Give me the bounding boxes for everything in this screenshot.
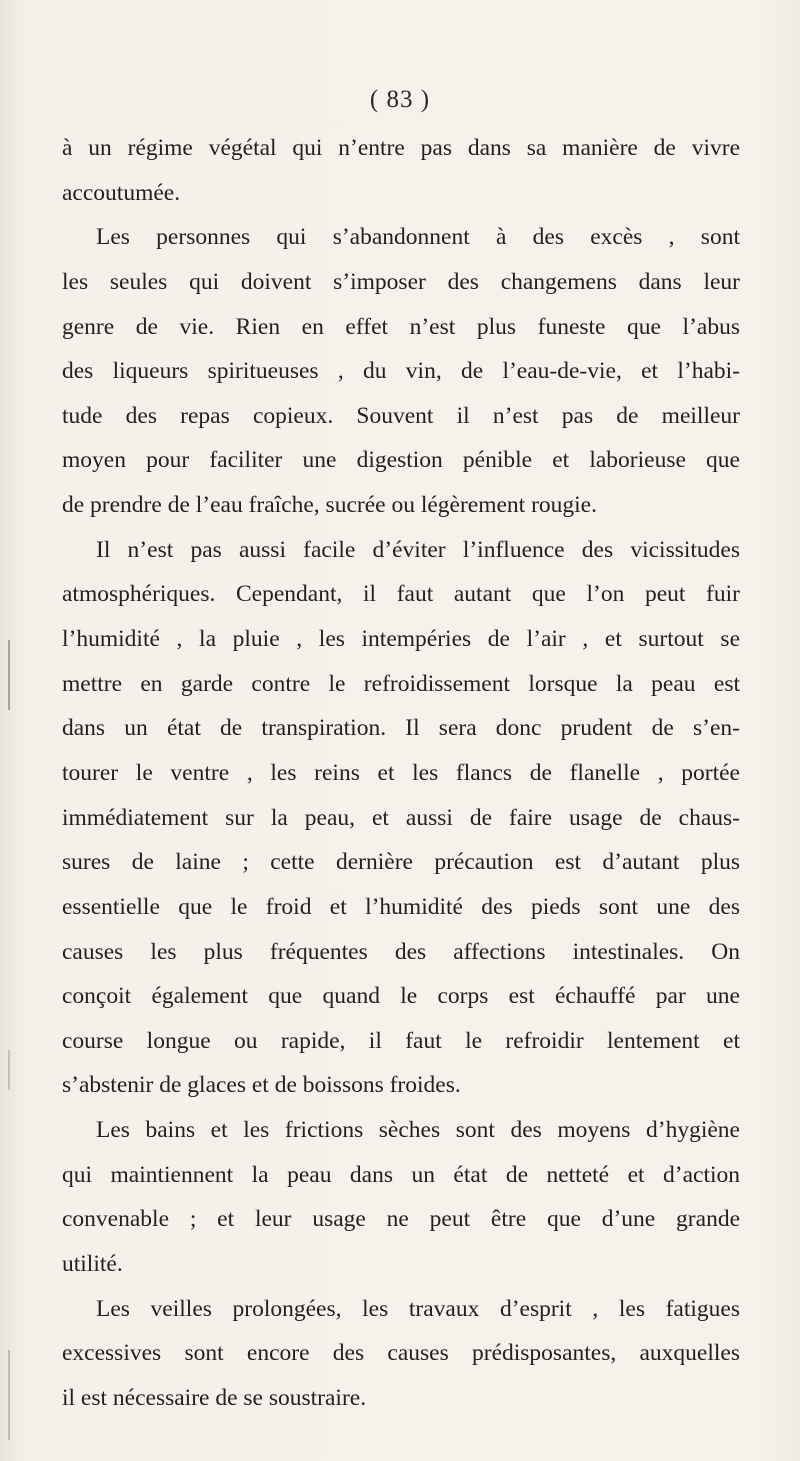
text-line: essentielle que le froid et l’humidité des pieds sont une des [62, 893, 740, 920]
text-line: causes les plus fréquentes des affections intestinales. On [62, 938, 740, 965]
text-line: tude des repas copieux. Souvent il n’est pas de meilleur [62, 402, 740, 429]
text-line: tourer le ventre , les reins et les flancs de flanelle , portée [62, 759, 740, 786]
text-line: immédiatement sur la peau, et aussi de faire usage de chaus- [62, 804, 740, 831]
text-line: l’humidité , la pluie , les intempéries de l’air , et surtout se [62, 626, 740, 653]
text-line: dans un état de transpiration. Il sera donc prudent de s’en- [62, 715, 740, 742]
text-line: qui maintiennent la peau dans un état de netteté et d’action [62, 1161, 740, 1188]
text-line: atmosphériques. Cependant, il faut autant que l’on peut fuir [62, 581, 740, 608]
text-line: les seules qui doivent s’imposer des changemens dans leur [62, 268, 740, 295]
text-line: des liqueurs spiritueuses , du vin, de l’eau-de-vie, et l’habi- [62, 358, 740, 385]
text-line: de prendre de l’eau fraîche, sucrée ou légèrement rougie. [62, 492, 597, 519]
text-line: à un régime végétal qui n’entre pas dans sa manière de vivre [62, 135, 740, 161]
text-line: Il n’est pas aussi facile d’éviter l’influence des vicissitudes [96, 536, 740, 563]
text-line: Les veilles prolongées, les travaux d’esprit , les fatigues [96, 1295, 740, 1322]
body-text [62, 126, 740, 1421]
gutter-shadow [8, 640, 10, 710]
text-line: il est nécessaire de se soustraire. [62, 1384, 367, 1411]
text-line: excessives sont encore des causes prédisposantes, auxquelles [62, 1340, 740, 1367]
text-line: Les bains et les frictions sèches sont des moyens d’hygiène [96, 1117, 740, 1144]
page-number: ( 83 ) [369, 86, 431, 113]
text-line: moyen pour faciliter une digestion pénible et laborieuse que [62, 447, 740, 474]
text-line: utilité. [62, 1251, 123, 1278]
text-line: s’abstenir de glaces et de boissons froides. [62, 1072, 461, 1099]
text-line: accoutumée. [62, 179, 181, 206]
text-line: conçoit également que quand le corps est échauffé par une [62, 983, 740, 1010]
text-line: genre de vie. Rien en effet n’est plus funeste que l’abus [62, 313, 740, 340]
text-line: convenable ; et leur usage ne peut être que d’une grande [62, 1206, 740, 1233]
gutter-shadow [8, 1050, 10, 1090]
text-line: Les personnes qui s’abandonnent à des excès , sont [96, 224, 740, 251]
text-line: mettre en garde contre le refroidissement lorsque la peau est [62, 670, 740, 697]
text-line: sures de laine ; cette dernière précaution est d’autant plus [62, 849, 740, 876]
gutter-shadow [8, 1350, 10, 1440]
text-line: course longue ou rapide, il faut le refroidir lentement et [62, 1027, 740, 1054]
